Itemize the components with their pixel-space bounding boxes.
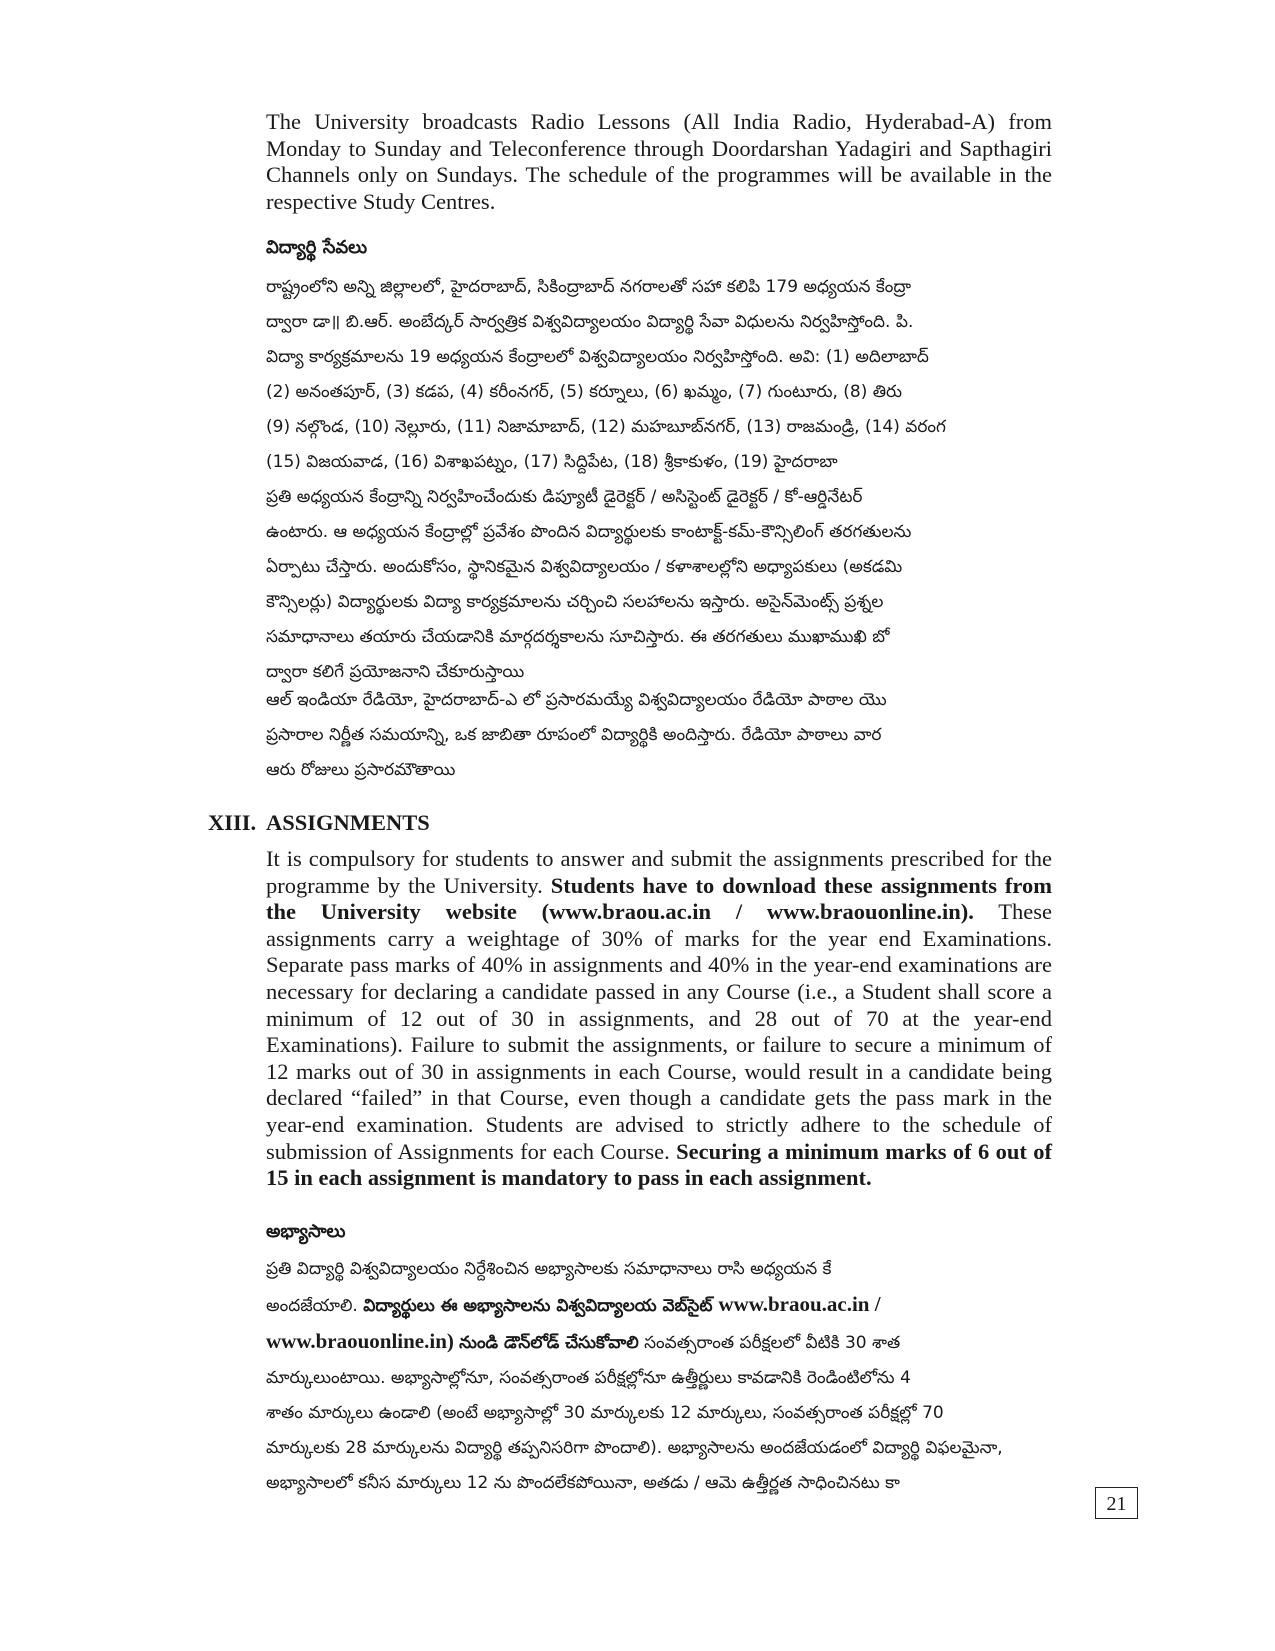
- telugu-assignments-heading-block: [266, 1221, 1052, 1246]
- telugu-assignments-heading: అభ్యాసాలు: [266, 1221, 346, 1242]
- section-number: XIII.: [208, 810, 257, 835]
- student-services-para2: [266, 480, 1052, 690]
- text-line: రాష్ట్రంలోని అన్ని జిల్లాలలో, హైదరాబాద్, సికింద్రాబాద్ నగరాలతో సహా కలిపి 179 అధ్యయన కేంద్రా: [266, 277, 912, 297]
- text-line: (9) నల్గొండ, (10) నెల్లూరు, (11) నిజామాబాద్, (12) మహబూబ్‌నగర్, (13) రాజమండ్రి, (14) వరంగ: [266, 417, 946, 437]
- text-line: విద్యా కార్యక్రమాలను 19 అధ్యయన కేంద్రాలలో విశ్వవిద్యాలయం నిర్వహిస్తోంది. అవి: (1) అదిలాబాద్: [266, 347, 929, 367]
- text-line: ఏర్పాటు చేస్తారు. అందుకోసం, స్థానికమైన విశ్వవిద్యాలయం / కళాశాలల్లోని అధ్యాపకులు (అకడమి: [266, 557, 903, 577]
- telugu-paragraph: [266, 270, 1052, 480]
- text-line: ఉంటారు. ఆ అధ్యయన కేంద్రాల్లో ప్రవేశం పొందిన విద్యార్థులకు కాంటాక్ట్-కమ్-కౌన్సిలింగ్ తరగతులను: [266, 522, 912, 542]
- text-line: మార్కులకు 28 మార్కులను విద్యార్థి తప్పనిసరిగా పొందాలి). అభ్యాసాలను అందజేయడంలో విద్యార్థి విఫలమైనా,: [266, 1438, 1003, 1458]
- bold-text-run: విద్యార్థులు ఈ అభ్యాసాలను విశ్వవిద్యాలయ వెబ్‌సైట్: [363, 1296, 719, 1316]
- student-services-para1: [266, 270, 1052, 480]
- intro-paragraph-block: [266, 109, 1052, 215]
- assignments-paragraph: [266, 846, 1052, 1192]
- student-services-heading: విద్యార్థి సేవలు: [266, 237, 368, 258]
- telugu-paragraph: [266, 480, 1052, 690]
- text-line: [266, 1287, 1052, 1324]
- website-link: www.braou.ac.in /: [718, 1292, 881, 1316]
- text-line: అభ్యాసాలలో కనీస మార్కులు 12 ను పొందలేకపోయినా, అతడు / ఆమె ఉత్తీర్ణత సాధించినటు కా: [266, 1473, 900, 1493]
- text-line: ప్రతి విద్యార్థి విశ్వవిద్యాలయం నిర్దేశించిన అభ్యాసాలకు సమాధానాలు రాసి అధ్యయన కే: [266, 1259, 832, 1279]
- text-run: అందజేయాలి.: [266, 1296, 364, 1316]
- text-line: సమాధానాలు తయారు చేయడానికి మార్గదర్శకాలను సూచిస్తారు. ఈ తరగతులు ముఖాముఖి బో: [266, 627, 890, 647]
- bold-text-run: Securing a minimum marks of 6 out of 15 in each assignment is mandatory to pass in each assignment.: [266, 1138, 1053, 1191]
- text-line: ద్వారా కలిగే ప్రయోజనాని చేకూరుస్తాయి: [266, 662, 525, 682]
- text-line: శాతం మార్కులు ఉండాలి (అంటే అభ్యాసాల్లో 30 మార్కులకు 12 మార్కులు, సంవత్సరాంత పరీక్షల్లో 70: [266, 1403, 944, 1423]
- text-line: మార్కులుంటాయి. అభ్యాసాల్లోనూ, సంవత్సరాంత పరీక్షల్లోనూ ఉత్తీర్ణులు కావడానికి రెండింటిలోను 4: [266, 1368, 911, 1388]
- telugu-assignments-para: [266, 1252, 1052, 1501]
- text-line: (2) అనంతపూర్, (3) కడప, (4) కరీంనగర్, (5) కర్నూలు, (6) ఖమ్మం, (7) గుంటూరు, (8) తిరు: [266, 382, 903, 402]
- page-number: 21: [1095, 1487, 1138, 1519]
- text-line: ప్రతి అధ్యయన కేంద్రాన్ని నిర్వహించేందుకు డిప్యూటీ డైరెక్టర్ / అసిస్టెంట్ డైరెక్టర్ / కో-ఆర్డినేటర్: [266, 487, 863, 507]
- text-line: ఆల్ ఇండియా రేడియో, హైదరాబాద్-ఎ లో ప్రసారమయ్యే విశ్వవిద్యాలయం రేడియో పాఠాల యొ: [266, 690, 887, 710]
- section-title: ASSIGNMENTS: [266, 810, 430, 835]
- text-line: ద్వారా డా॥ బి.ఆర్. అంబేద్కర్ సార్వత్రిక విశ్వవిద్యాలయం విద్యార్థి సేవా విధులను నిర్వహిస్తోంది. పి.: [266, 312, 914, 332]
- text-run: It is compulsory for students to answer and submit the assignments prescribed for the programme by the University.: [266, 846, 1052, 898]
- assignments-paragraph-block: [266, 846, 1052, 1192]
- text-line: [266, 1324, 1052, 1361]
- section-heading: [208, 810, 430, 836]
- text-line: ఆరు రోజులు ప్రసారమౌతాయి: [266, 760, 456, 780]
- student-services-heading-block: [266, 237, 1052, 262]
- bold-text-run: Students have to download these assignments from the University website (www.braou.ac.in / www.braouonline.in).: [266, 872, 1052, 925]
- text-line: కౌన్సిలర్లు) విద్యార్థులకు విద్యా కార్యక్రమాలను చర్చించి సలహాలను ఇస్తారు. అసైన్‌మెంట్స్ ప్రశ్నల: [266, 592, 884, 612]
- intro-paragraph: The University broadcasts Radio Lessons (All India Radio, Hyderabad-A) from Monday to Sunday and Teleconference through Doordarshan Yadagiri and Sapthagiri Channels only on Sundays. The schedule of the programmes will be available in the respective Study Centres.: [266, 109, 1052, 214]
- text-line: (15) విజయవాడ, (16) విశాఖపట్నం, (17) సిద్దిపేట, (18) శ్రీకాకుళం, (19) హైదరాబా: [266, 452, 838, 472]
- text-run: సంవత్సరాంత పరీక్షలలో వీటికి 30 శాత: [638, 1333, 901, 1353]
- text-line: ప్రసారాల నిర్ణీత సమయాన్ని, ఒక జాబితా రూపంలో విద్యార్థికి అందిస్తారు. రేడియో పాఠాలు వార: [266, 725, 882, 745]
- text-run: These assignments carry a weightage of 30% of marks for the year end Examinations. Separate pass marks of 40% in assignments and 40% in the year-end examinations are necessary for declaring a candidate passed in any Course (i.e., a Student shall score a minimum of 12 out of 30 in assignments, and 28 out of 70 at the year-end Examinations). Failure to submit the assignments, or failure to secure a minimum of 12 marks out of 30 in assignments in each Course, would result in a candidate being declared “failed” in that Course, even though a candidate gets the pass mark in the year-end examination. Students are advised to strictly adhere to the schedule of submission of Assignments for each Course.: [266, 899, 1052, 1164]
- student-services-para3: [266, 683, 1052, 788]
- bold-text-run: నుండి డౌన్‌లోడ్ చేసుకోవాలి: [459, 1333, 639, 1353]
- website-link: www.braouonline.in): [266, 1329, 460, 1353]
- telugu-paragraph: [266, 1252, 1052, 1501]
- telugu-paragraph: [266, 683, 1052, 788]
